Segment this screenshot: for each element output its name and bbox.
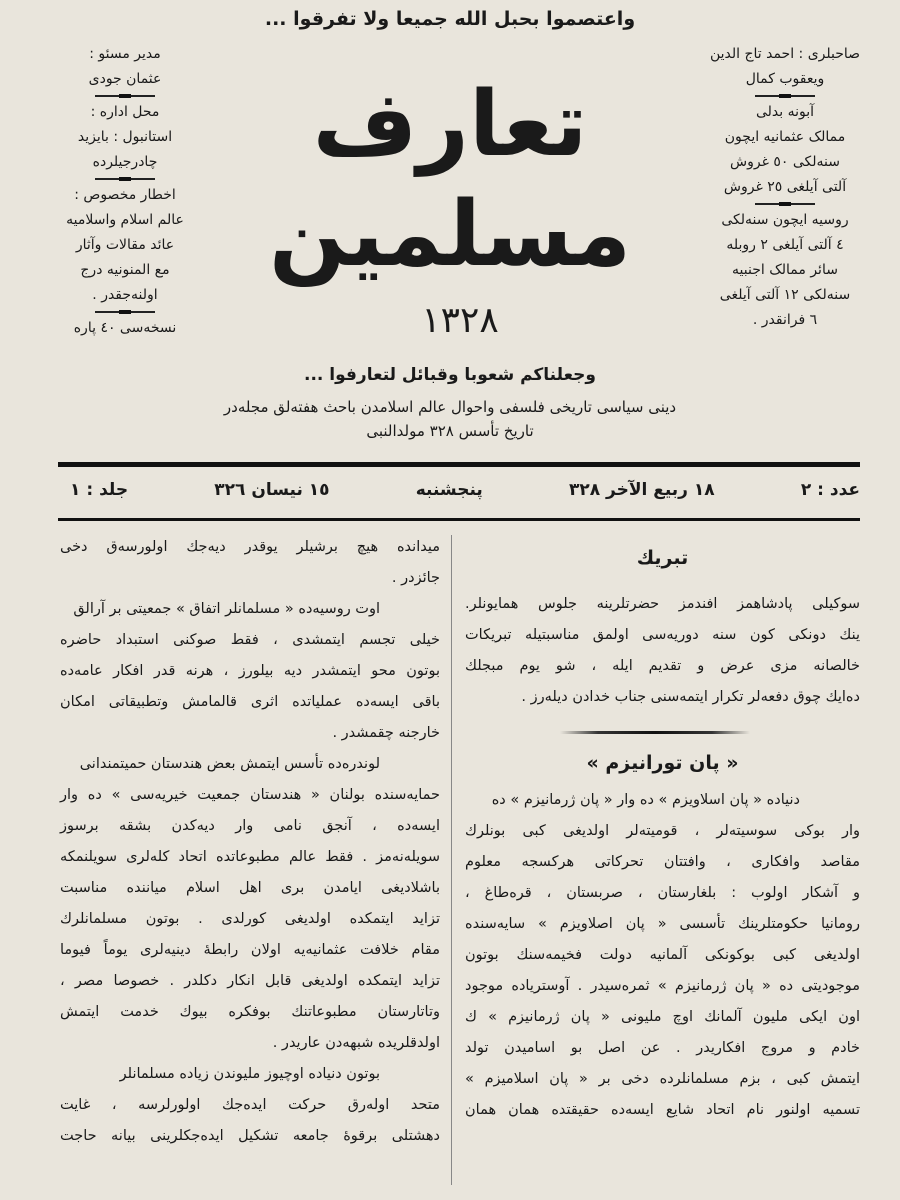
- box-text: آلتی آیلغی ٢٥ غروش: [723, 179, 847, 195]
- text-line: و آشكار اولوب : بلغارستان ، صربستان ، قره‌طاغ ،: [465, 885, 860, 901]
- text-line: رومانیا حكومتلرینك تأسسی « پان اصلاویزم » سایه‌سنده: [465, 916, 860, 932]
- box-text: سنه‌لکی ١٢ آلتی آیلغی: [719, 287, 851, 303]
- box-text: اخطار مخصوص :: [74, 187, 176, 203]
- text-line: سوكیلی پادشاهمز افندمز حضرتلرینه جلوس همایونلر.: [465, 596, 860, 612]
- article-heading-pan-turanism: « پان تورانیزم »: [586, 752, 739, 774]
- left-info-box: [50, 42, 200, 341]
- box-separator: [95, 95, 155, 97]
- text-line: وتاتارستان مطبوعاتنك بوفكره بیوك خدمت ایتمش: [60, 1004, 440, 1020]
- weekday: پنجشنبه: [415, 480, 483, 500]
- text-line: اولدیغی كبی بوكونكی آلمانیه دولت فخیمه‌سنك بوتون: [465, 947, 860, 963]
- right-info-box: [700, 42, 870, 333]
- box-text: چادرجیلرده: [92, 154, 158, 170]
- text-line: مقاصد وافكاری ، وافتتان تحركاتی هركسجه معلوم: [465, 854, 860, 870]
- box-text: روسیه ایچون سنه‌لکی: [721, 212, 849, 228]
- text-line: ده‌ایك چوق دفعه‌لر تكرار ایتمه‌سنی جناب خدادن دیله‌رز .: [521, 689, 860, 705]
- text-line: موجودیتی ده « پان ژرمانیزم » ثمره‌سیدر . آوستریاده موجود: [465, 978, 860, 994]
- rule-top: [58, 462, 860, 467]
- masthead-motto-bottom: وجعلناكم شعوبا وقبائل لتعارفوا ...: [304, 365, 596, 385]
- masthead-subtitle: دینی سیاسی تاریخی فلسفی واحوال عالم اسلامدن باحث هفته‌لق مجله‌در: [223, 398, 677, 416]
- ornamental-divider: [560, 731, 750, 734]
- box-text: سائر ممالک اجنبیه: [732, 262, 838, 278]
- box-text: نسخه‌سی ٤٠ پاره: [73, 320, 177, 336]
- text-line: مقام خلافت عثمانیه‌یه اولان رابطهٔ دینیه‌لری یوماً فیوما: [60, 942, 440, 958]
- box-separator: [755, 203, 815, 205]
- text-line: بوتون دنیاده اوچیوز ملیوندن زیاده مسلمانلر: [119, 1066, 380, 1082]
- text-line: خالصانه مزی عرض و تقدیم ایله ، شو یوم مبجلك: [465, 658, 860, 674]
- text-line: دنیاده « پان اسلاویزم » ده وار « پان ژرمانیزم » ده: [491, 792, 800, 808]
- box-text: عثمان جودی: [88, 71, 162, 87]
- article-heading-tebrik: تبریك: [636, 547, 689, 569]
- text-line: ایتمش كبی ، بزم مسلمانلرده دخی بر « پان اسلامیزم »: [465, 1071, 860, 1087]
- text-line: تزاید ایتمكده اولدیغی قابل انكار دكلدر . خصوصا مصر ،: [60, 973, 440, 989]
- text-line: سویله‌نه‌مز . فقط عالم مطبوعاتده اتحاد كله‌لری سویلنمكه: [60, 849, 440, 865]
- text-line: ینك دونكی كون سنه دوریه‌سی اولمق مناسبتیله تبریكات: [465, 627, 860, 643]
- text-line: خارجنه چقمشدر .: [332, 725, 440, 741]
- box-separator: [755, 95, 815, 97]
- box-separator: [95, 178, 155, 180]
- box-text: عائد مقالات وآثار: [75, 237, 175, 253]
- text-line: بوتون محو ایتمشدر دیه بیلورز ، هرنه قدر افكار عامه‌ده: [60, 663, 440, 679]
- hijri-date: ١٨ ربیع الآخر ٣٢٨: [568, 480, 715, 500]
- box-text: اولنه‌جقدر .: [92, 287, 158, 303]
- rumi-date: ١٥ نیسان ٣٢٦: [214, 480, 330, 500]
- text-line: حمایه‌سنده بولنان « هندستان جمعیت خیریه‌سی » ده وار: [60, 787, 440, 803]
- column-divider: [451, 535, 452, 1185]
- masthead-founded: تاریخ تأسس ٣٢٨ مولدالنبی: [366, 422, 534, 440]
- issue-number: عدد : ٢: [800, 480, 860, 500]
- box-text: ٦ فرانقدر .: [752, 312, 818, 328]
- box-text: مع المنونیه درج: [80, 262, 170, 278]
- box-text: سنه‌لکی ٥٠ غروش: [730, 154, 840, 170]
- text-line: وار بوكی سوسیته‌لر ، قومیته‌لر اولدیغی كبی بونلرك: [465, 823, 860, 839]
- masthead-motto-top: واعتصموا بحبل الله جميعا ولا تفرقوا ...: [264, 8, 636, 30]
- text-line: ایسه‌ده ، آنجق نامی وار دیه‌كدن بشقه برسوز: [60, 818, 440, 834]
- text-line: خیلی تجسم ایتمشدی ، فقط صوكنی استبداد حاضره: [60, 632, 440, 648]
- newspaper-title-logo: تعارف مسلمين: [268, 72, 632, 287]
- article-pan-turanism-body: [465, 785, 860, 1126]
- text-line: لوندره‌ده تأسس ایتمش بعض هندستان حمیتمندانی: [79, 756, 380, 772]
- box-separator: [95, 311, 155, 313]
- box-text: ٤ آلتی آیلغی ٢ روبله: [726, 237, 844, 253]
- text-line: دهشتلی برقوهٔ جامعه تشكیل ایده‌جكلرینی بیانه حاجت: [60, 1128, 440, 1144]
- article-tebrik-body: [465, 589, 860, 713]
- text-line: تزاید ایتمكده اولدیغی كورلدی . بوتون مسلمانلرك: [60, 911, 440, 927]
- rule-bottom: [58, 518, 860, 521]
- text-line: متحد اوله‌رق حركت ایده‌جك اولورلرسه ، غایت: [60, 1097, 440, 1113]
- text-line: خادم و مروج افكاریدر . عن اصل بو اسامیدن تولد: [465, 1040, 860, 1056]
- text-line: میدانده هیچ برشیلر یوقدر دیه‌جك اولورسه‌ق دخی: [60, 539, 440, 555]
- text-line: اون ایكی ملیون آلمانك اوچ ملیونی « پان ژرمانیزم » ك: [465, 1009, 860, 1025]
- box-text: محل اداره :: [90, 104, 160, 120]
- text-line: جائزدر .: [391, 570, 440, 586]
- text-line: باقی ایسه‌ده عملیاتده اثری قالمامش وتطبیقاتی امكان: [60, 694, 440, 710]
- box-text: آبونه بدلی: [755, 104, 815, 120]
- box-text: ویعقوب کمال: [745, 71, 825, 87]
- text-line: تسمیه اولنور نام اتحاد شایع ایسه‌ده حقیقتده همان همان: [465, 1102, 860, 1118]
- text-line: اوت روسیه‌ده « مسلمانلر اتفاق » جمعیتی بر آرالق: [73, 601, 380, 617]
- box-text: صاحبلری : احمد تاج الدین: [709, 46, 861, 62]
- box-text: ممالک عثمانیه ایچون: [724, 129, 846, 145]
- right-column: [465, 538, 860, 1126]
- dateline: [70, 480, 860, 500]
- box-text: استانبول : بایزید: [77, 129, 173, 145]
- left-column: [60, 532, 440, 1152]
- text-line: باشلادیغی ایامدن بری اهل اسلام میاننده مناسبت: [60, 880, 440, 896]
- volume-number: جلد : ١: [70, 480, 129, 500]
- text-line: اولدقلریده شبهه‌دن عاریدر .: [272, 1035, 440, 1051]
- masthead-year: ١٣٢٨: [421, 300, 499, 341]
- box-text: مدیر مسئو :: [89, 46, 161, 62]
- box-text: عالم اسلام واسلامیه: [66, 212, 184, 228]
